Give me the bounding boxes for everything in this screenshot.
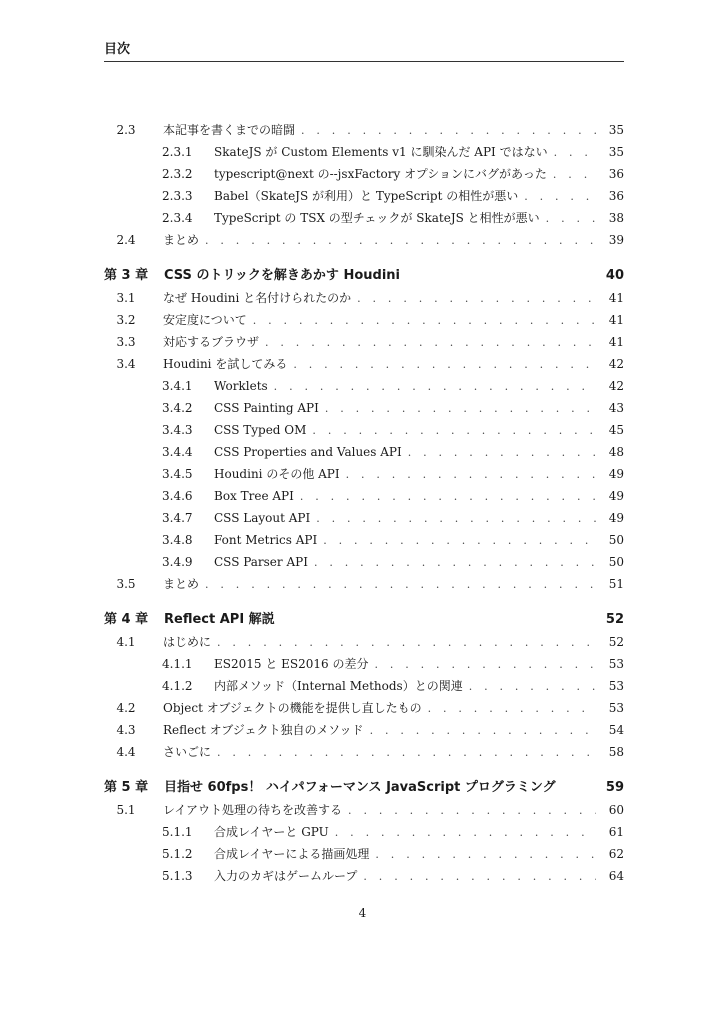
toc-entry-title: まとめ [163, 233, 200, 247]
toc-subsection-row[interactable] [104, 419, 624, 441]
toc-subsection-row[interactable] [104, 375, 624, 397]
toc-section-row[interactable] [104, 119, 624, 141]
toc-entry-page: 38 [608, 211, 624, 225]
toc-entry-page: 51 [608, 577, 624, 591]
toc-section-row[interactable] [104, 331, 624, 353]
toc-subsection-row[interactable] [104, 675, 624, 697]
toc-entry-title: Reflect オブジェクト独自のメソッド [163, 723, 364, 737]
toc-entry-title: 本記事を書くまでの暗闘 [163, 123, 296, 137]
dot-leader [265, 332, 596, 354]
dot-leader [357, 288, 596, 310]
toc-subsection-row[interactable] [104, 529, 624, 551]
toc-subsection-row[interactable] [104, 821, 624, 843]
toc-entry-title: 合成レイヤーと GPU [214, 825, 329, 839]
toc-entry-title: Babel（SkateJS が利用）と TypeScript の相性が悪い [214, 189, 519, 203]
toc-entry-number: 3.4.5 [162, 467, 193, 481]
toc-entry-number: 3.3 [116, 335, 136, 349]
dot-leader [316, 508, 596, 530]
toc-subsection-row[interactable] [104, 141, 624, 163]
toc-subsection-row[interactable] [104, 843, 624, 865]
dot-leader [205, 230, 596, 252]
toc-entry-number: 3.4 [116, 357, 136, 371]
toc-entry-title: なぜ Houdini と名付けられたのか [163, 291, 352, 305]
toc-entry-title: はじめに [163, 635, 212, 649]
toc-entry-page: 54 [608, 723, 624, 737]
toc-entry-page: 50 [608, 555, 624, 569]
toc-entry-title: CSS Layout API [214, 511, 311, 525]
dot-leader [301, 120, 596, 142]
dot-leader [217, 742, 596, 764]
dot-leader [553, 164, 596, 186]
toc-entry-number: 3.4.3 [162, 423, 193, 437]
toc-entry-title: さいごに [163, 745, 212, 759]
toc-entry-number: 2.3.4 [162, 211, 193, 225]
toc-entry-title: CSS Properties and Values API [214, 445, 402, 459]
dot-leader [300, 486, 596, 508]
toc-chapter-row[interactable] [104, 265, 624, 287]
toc-entry-page: 58 [608, 745, 624, 759]
toc-entry-title: CSS Typed OM [214, 423, 307, 437]
toc-entry-title: CSS のトリックを解きあかす Houdini [164, 268, 400, 283]
toc-subsection-row[interactable] [104, 163, 624, 185]
dot-leader [314, 552, 596, 574]
toc-entry-number: 5.1 [116, 803, 136, 817]
toc-entry-title: まとめ [163, 577, 200, 591]
toc-entry-page: 49 [608, 511, 624, 525]
toc-entry-page: 35 [608, 145, 624, 159]
dot-leader [346, 464, 596, 486]
table-of-contents [104, 119, 624, 887]
toc-entry-title: TypeScript の TSX の型チェックが SkateJS と相性が悪い [214, 211, 540, 225]
toc-entry-title: 安定度について [163, 313, 247, 327]
dot-leader [408, 442, 596, 464]
toc-entry-title: Font Metrics API [214, 533, 318, 547]
toc-section-row[interactable] [104, 573, 624, 595]
toc-entry-number: 2.4 [116, 233, 136, 247]
toc-entry-page: 60 [608, 803, 624, 817]
dot-leader [554, 142, 596, 164]
toc-entry-number: 3.4.4 [162, 445, 193, 459]
toc-entry-title: Houdini を試してみる [163, 357, 288, 371]
dot-leader [546, 208, 596, 230]
toc-entry-page: 43 [608, 401, 624, 415]
toc-entry-number: 5.1.1 [162, 825, 193, 839]
toc-entry-title: 入力のカギはゲームループ [214, 869, 358, 883]
toc-entry-number: 5.1.2 [162, 847, 193, 861]
toc-subsection-row[interactable] [104, 207, 624, 229]
dot-leader [469, 676, 596, 698]
toc-entry-page: 49 [608, 467, 624, 481]
toc-entry-number: 3.4.6 [162, 489, 193, 503]
toc-subsection-row[interactable] [104, 551, 624, 573]
toc-entry-page: 45 [608, 423, 624, 437]
toc-entry-page: 41 [608, 335, 624, 349]
toc-entry-number: 第 5 章 [104, 780, 149, 795]
toc-section-row[interactable] [104, 287, 624, 309]
toc-entry-page: 36 [608, 167, 624, 181]
dot-leader [524, 186, 596, 208]
dot-leader [312, 420, 596, 442]
toc-subsection-row[interactable] [104, 441, 624, 463]
dot-leader [293, 354, 596, 376]
toc-entry-page: 52 [605, 612, 624, 627]
dot-leader [348, 800, 596, 822]
toc-entry-page: 35 [608, 123, 624, 137]
toc-entry-page: 41 [608, 313, 624, 327]
toc-section-row[interactable] [104, 353, 624, 375]
toc-entry-title: CSS Painting API [214, 401, 319, 415]
toc-entry-number: 3.2 [116, 313, 136, 327]
toc-entry-number: 2.3 [116, 123, 136, 137]
toc-subsection-row[interactable] [104, 185, 624, 207]
toc-section-row[interactable] [104, 799, 624, 821]
toc-subsection-row[interactable] [104, 653, 624, 675]
dot-leader [335, 822, 596, 844]
toc-entry-title: Reflect API 解説 [164, 612, 275, 627]
toc-entry-page: 42 [608, 357, 624, 371]
toc-entry-page: 61 [608, 825, 624, 839]
toc-entry-title: SkateJS が Custom Elements v1 に馴染んだ API ではない [214, 145, 548, 159]
toc-section-row[interactable] [104, 229, 624, 251]
toc-subsection-row[interactable] [104, 485, 624, 507]
toc-entry-title: ES2015 と ES2016 の差分 [214, 657, 369, 671]
toc-subsection-row[interactable] [104, 463, 624, 485]
toc-entry-page: 52 [608, 635, 624, 649]
dot-leader [363, 866, 596, 888]
toc-entry-number: 4.1.2 [162, 679, 193, 693]
toc-section-row[interactable] [104, 719, 624, 741]
toc-entry-number: 3.4.7 [162, 511, 193, 525]
toc-chapter-row[interactable] [104, 777, 624, 799]
toc-entry-number: 3.4.1 [162, 379, 193, 393]
toc-section-row[interactable] [104, 631, 624, 653]
page-number: 4 [358, 906, 367, 920]
dot-leader [217, 632, 596, 654]
toc-entry-number: 4.3 [116, 723, 136, 737]
dot-leader [428, 698, 596, 720]
toc-entry-title: Box Tree API [214, 489, 294, 503]
toc-entry-page: 53 [608, 679, 624, 693]
toc-entry-number: 4.1 [116, 635, 136, 649]
dot-leader [370, 720, 596, 742]
toc-entry-number: 2.3.1 [162, 145, 193, 159]
toc-entry-page: 64 [608, 869, 624, 883]
dot-leader [374, 654, 596, 676]
dot-leader [325, 398, 596, 420]
toc-entry-number: 5.1.3 [162, 869, 193, 883]
toc-entry-page: 42 [608, 379, 624, 393]
dot-leader [323, 530, 596, 552]
toc-entry-page: 39 [608, 233, 624, 247]
toc-entry-number: 第 4 章 [104, 612, 149, 627]
toc-entry-number: 3.4.9 [162, 555, 193, 569]
chapter-gap [104, 251, 624, 265]
chapter-gap [104, 763, 624, 777]
toc-entry-title: 内部メソッド（Internal Methods）との関連 [214, 679, 463, 693]
toc-subsection-row[interactable] [104, 865, 624, 887]
dot-leader [375, 844, 596, 866]
toc-entry-number: 4.1.1 [162, 657, 193, 671]
toc-entry-number: 4.4 [116, 745, 136, 759]
toc-entry-page: 53 [608, 701, 624, 715]
dot-leader [253, 310, 596, 332]
toc-entry-title: 対応するブラウザ [163, 335, 260, 349]
toc-entry-page: 50 [608, 533, 624, 547]
toc-entry-title: 目指せ 60fps！ ハイパフォーマンス JavaScript プログラミング [164, 780, 556, 795]
toc-entry-number: 4.2 [116, 701, 136, 715]
toc-section-row[interactable] [104, 697, 624, 719]
dot-leader [205, 574, 596, 596]
toc-entry-page: 49 [608, 489, 624, 503]
toc-entry-number: 3.1 [116, 291, 136, 305]
toc-entry-title: CSS Parser API [214, 555, 308, 569]
toc-entry-page: 40 [605, 268, 624, 283]
toc-entry-page: 36 [608, 189, 624, 203]
toc-entry-number: 2.3.3 [162, 189, 193, 203]
toc-section-row[interactable] [104, 309, 624, 331]
toc-entry-title: 合成レイヤーによる描画処理 [214, 847, 370, 861]
running-header-title: 目次 [104, 42, 131, 57]
toc-subsection-row[interactable] [104, 397, 624, 419]
toc-entry-number: 3.5 [116, 577, 136, 591]
dot-leader [274, 376, 596, 398]
toc-entry-title: Houdini のその他 API [214, 467, 340, 481]
toc-entry-number: 3.4.2 [162, 401, 193, 415]
toc-section-row[interactable] [104, 741, 624, 763]
toc-chapter-row[interactable] [104, 609, 624, 631]
toc-entry-number: 2.3.2 [162, 167, 193, 181]
toc-subsection-row[interactable] [104, 507, 624, 529]
toc-entry-title: Object オブジェクトの機能を提供し直したもの [163, 701, 422, 715]
toc-entry-page: 62 [608, 847, 624, 861]
toc-entry-number: 3.4.8 [162, 533, 193, 547]
chapter-gap [104, 595, 624, 609]
toc-entry-page: 53 [608, 657, 624, 671]
header-rule [104, 61, 624, 62]
toc-entry-page: 41 [608, 291, 624, 305]
toc-entry-number: 第 3 章 [104, 268, 149, 283]
toc-entry-page: 59 [605, 780, 624, 795]
toc-entry-page: 48 [608, 445, 624, 459]
toc-entry-title: typescript@next の--jsxFactory オプションにバグがあった [214, 167, 547, 181]
toc-entry-title: Worklets [214, 379, 268, 393]
toc-entry-title: レイアウト処理の待ちを改善する [163, 803, 343, 817]
